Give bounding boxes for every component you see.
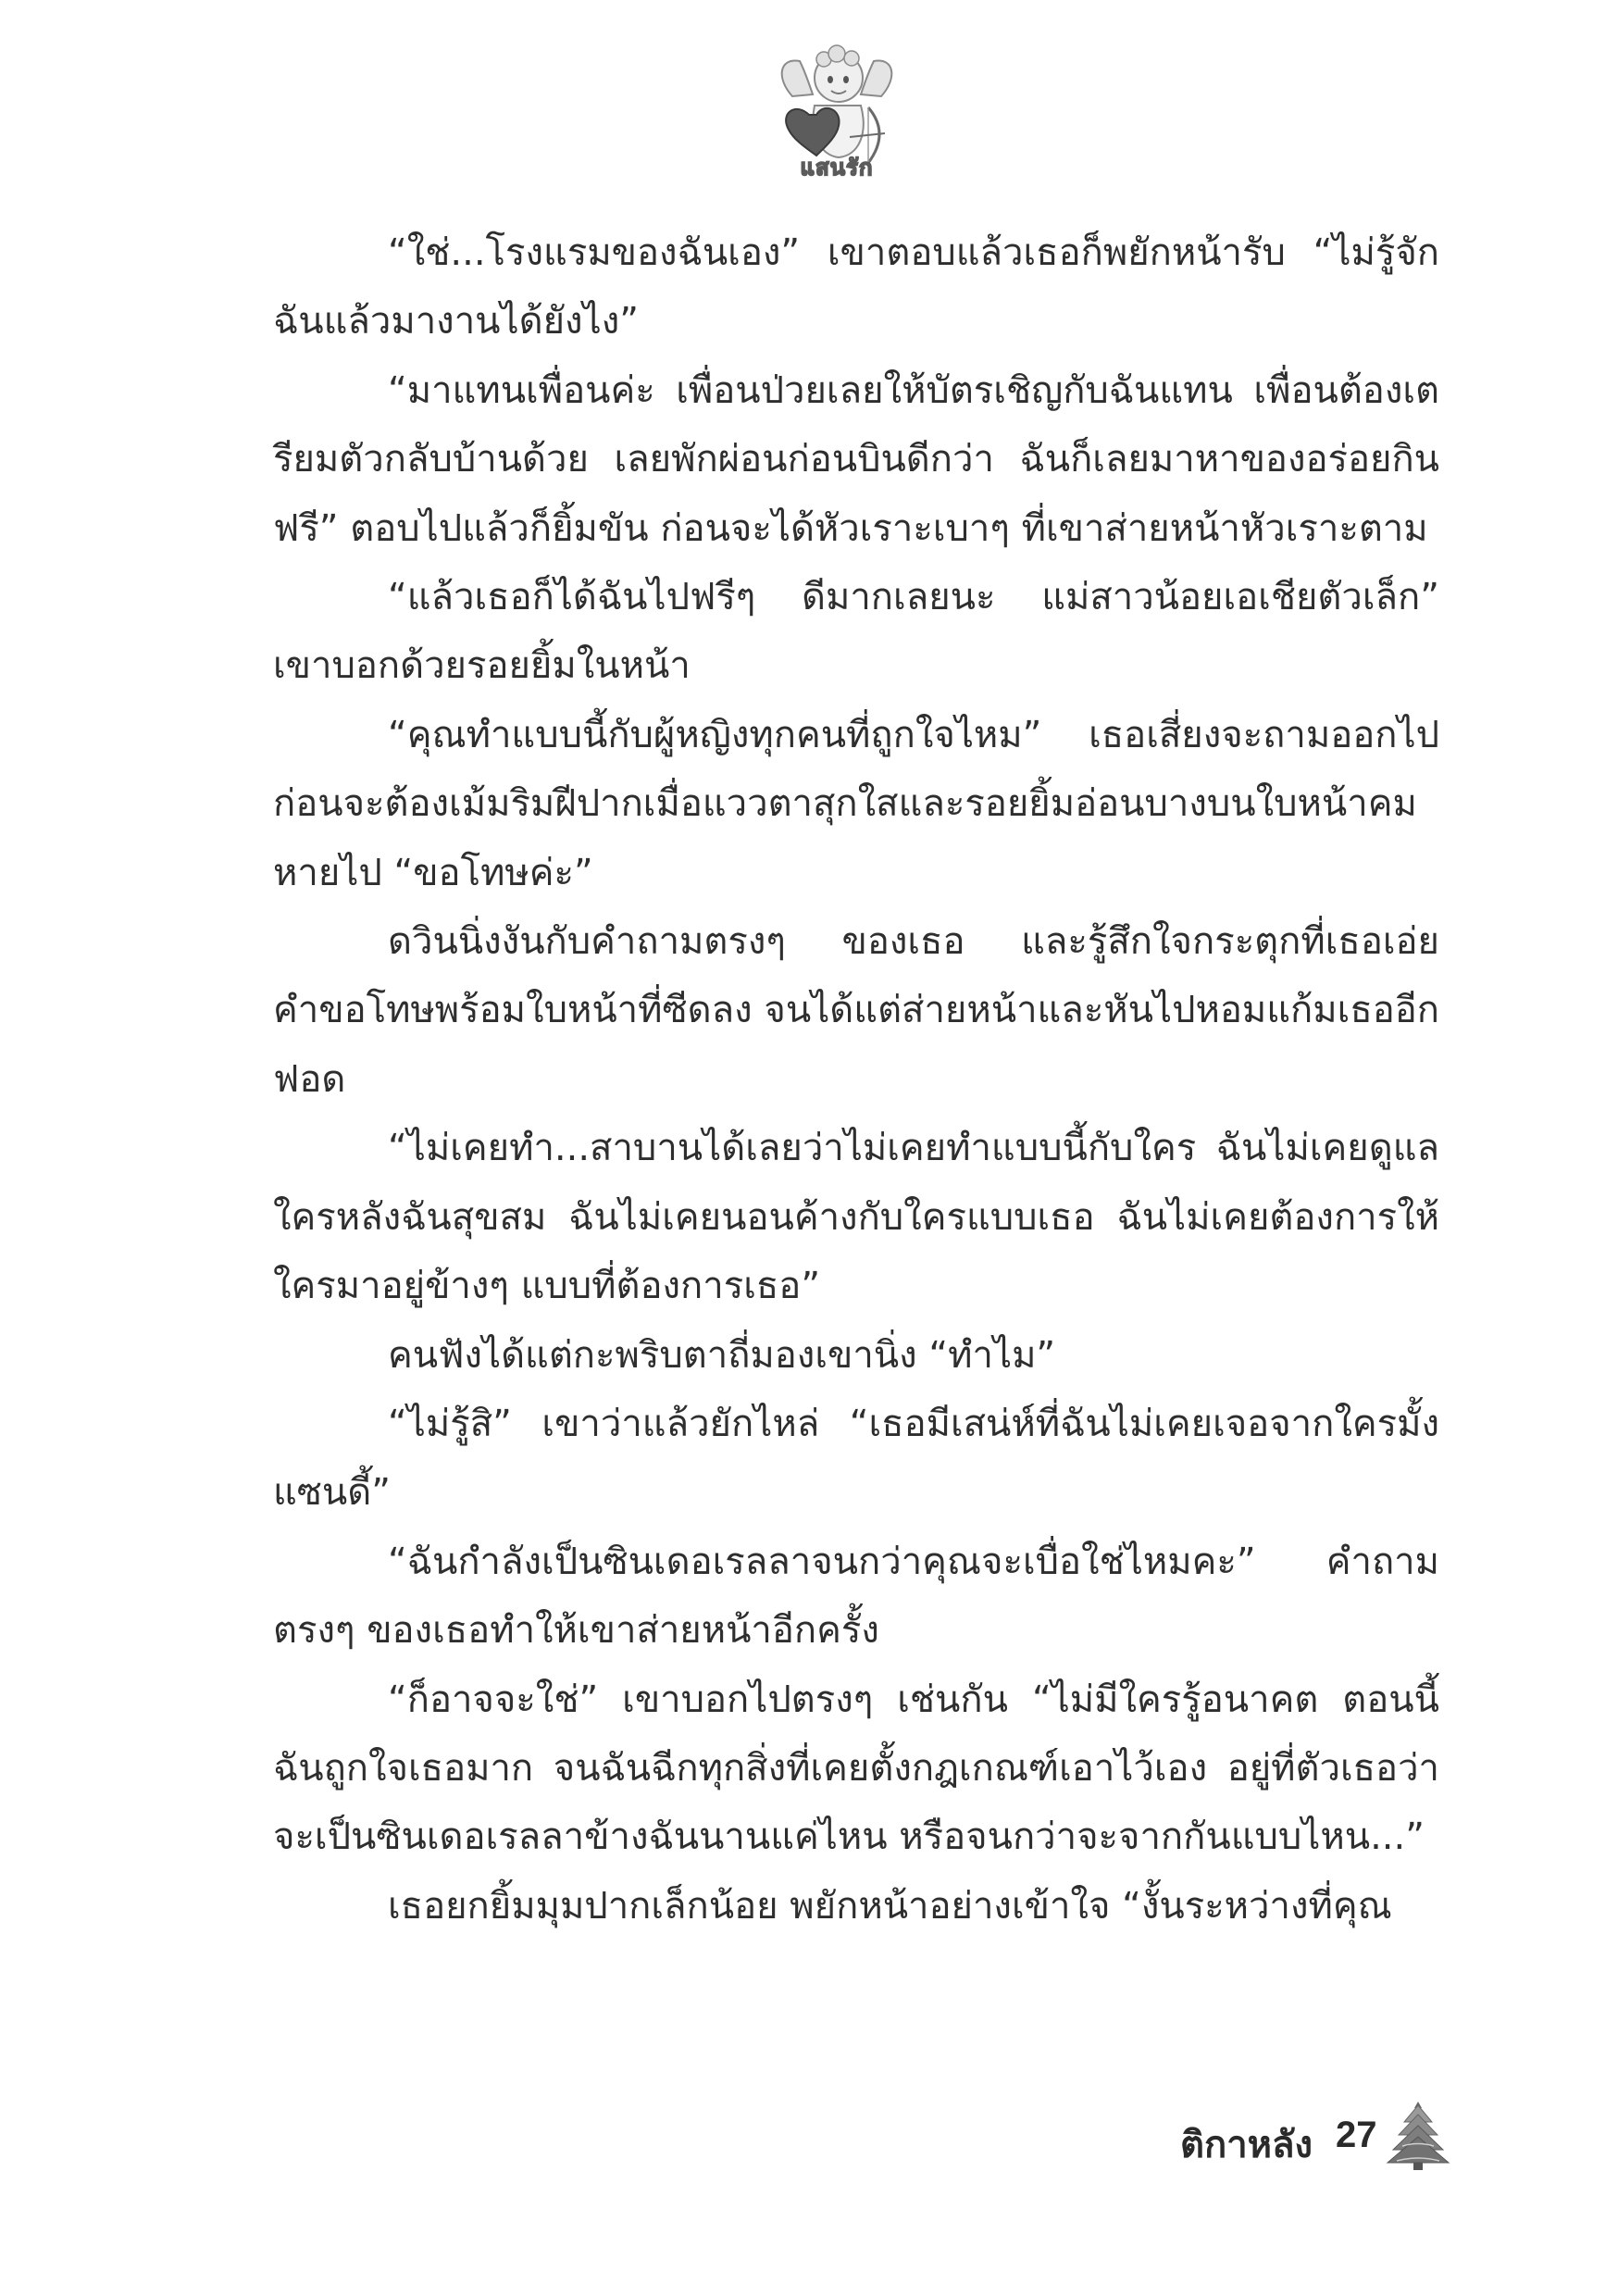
paragraph: “คุณทำแบบนี้กับผู้หญิงทุกคนที่ถูกใจไหม” เธอเสี่ยงจะถามออกไป ก่อนจะต้องเม้มริมฝีปากเมื่อแววตาสุกใสและรอยยิ้มอ่อนบางบนใบหน้าคมหายไป “ขอโทษค่ะ”: [273, 713, 1439, 894]
paragraph: “ฉันกำลังเป็นซินเดอเรลลาจนกว่าคุณจะเบื่อใช่ไหมคะ” คำถามตรงๆ ของเธอทำให้เขาส่ายหน้าอีกครั้ง: [273, 1540, 1439, 1653]
paragraph: “ใช่...โรงแรมของฉันเอง” เขาตอบแล้วเธอก็พยักหน้ารับ “ไม่รู้จักฉันแล้วมางานได้ยังไง”: [273, 231, 1439, 343]
paragraph: คนฟังได้แต่กะพริบตาถี่มองเขานิ่ง “ทำไม”: [388, 1333, 1056, 1377]
christmas-tree-icon: [1386, 2100, 1450, 2174]
footer-ornament: [1386, 2100, 1450, 2174]
page-number: 27: [1336, 2115, 1377, 2155]
paragraph: “แล้วเธอก็ได้ฉันไปฟรีๆ ดีมากเลยนะ แม่สาวน้อยเอเชียตัวเล็ก” เขาบอกด้วยรอยยิ้มในหน้า: [273, 576, 1439, 688]
story-text: [273, 218, 1439, 1940]
paragraph: ดวินนิ่งงันกับคำถามตรงๆ ของเธอ และรู้สึกใจกระตุกที่เธอเอ่ยคำขอโทษพร้อมใบหน้าที่ซีดลง จนได้แต่ส่ายหน้าและหันไปหอมแก้มเธออีกฟอด: [273, 920, 1439, 1101]
logo-caption: แสนรัก: [800, 155, 874, 181]
paragraph: “ไม่เคยทำ...สาบานได้เลยว่าไม่เคยทำแบบนี้กับใคร ฉันไม่เคยดูแลใครหลังฉันสุขสม ฉันไม่เคยนอนค้างกับใครแบบเธอ ฉันไม่เคยต้องการให้ใครมาอยู่ข้างๆ แบบที่ต้องการเธอ”: [273, 1127, 1439, 1308]
paragraph: เธอยกยิ้มมุมปากเล็กน้อย พยักหน้าอย่างเข้าใจ “งั้นระหว่างที่คุณ: [388, 1884, 1392, 1928]
paragraph: “ก็อาจจะใช่” เขาบอกไปตรงๆ เช่นกัน “ไม่มีใครรู้อนาคต ตอนนี้ฉันถูกใจเธอมาก จนฉันฉีกทุกสิ่งที่เคยตั้งกฎเกณฑ์เอาไว้เอง อยู่ที่ตัวเธอว่าจะเป็นซินเดอเรลลาข้างฉันนานแค่ไหน หรือจนกว่าจะจากกันแบบไหน...”: [273, 1678, 1439, 1859]
header-logo: [772, 41, 902, 189]
page-footer: [1180, 2100, 1458, 2183]
paragraph: “ไม่รู้สิ” เขาว่าแล้วยักไหล่ “เธอมีเสน่ห์ที่ฉันไม่เคยเจอจากใครมั้งแซนดี้”: [273, 1402, 1439, 1515]
paragraph: “มาแทนเพื่อนค่ะ เพื่อนป่วยเลยให้บัตรเชิญกับฉันแทน เพื่อนต้องเตรียมตัวกลับบ้านด้วย เลยพักผ่อนก่อนบินดีกว่า ฉันก็เลยมาหาของอร่อยกินฟรี” ตอบไปแล้วก็ยิ้มขัน ก่อนจะได้หัวเราะเบาๆ ที่เขาส่ายหน้าหัวเราะตาม: [273, 368, 1439, 550]
book-title: ติกาหลัง: [1180, 2124, 1313, 2166]
